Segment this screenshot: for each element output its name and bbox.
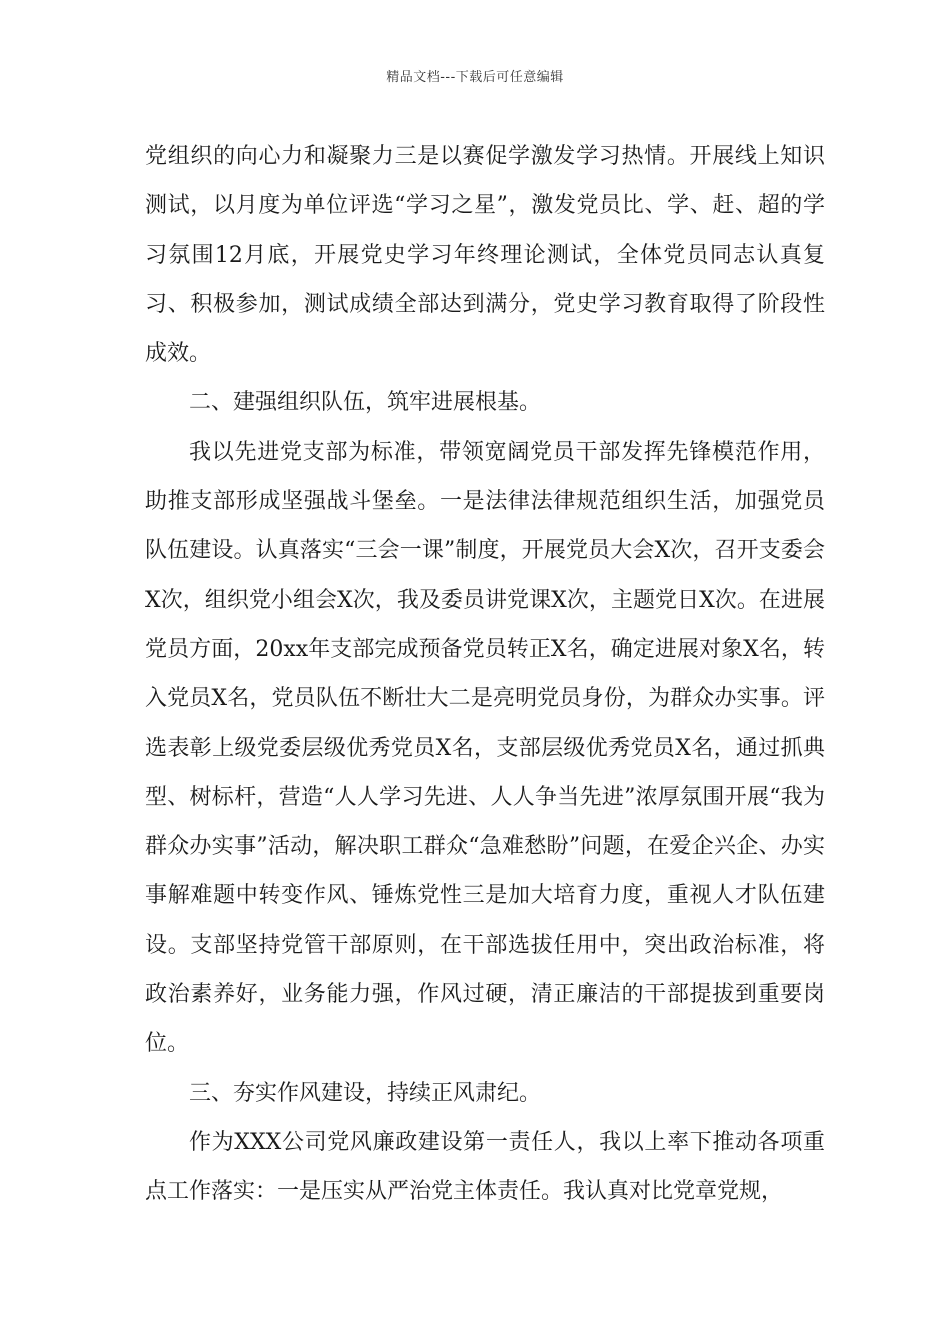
document-body — [145, 132, 825, 1217]
paragraph-2: 我以先进党支部为标准，带领宽阔党员干部发挥先锋模范作用，助推支部形成坚强战斗堡垒。一是法律法律规范组织生活，加强党员队伍建设。认真落实“三会一课”制度，开展党员大会X次，召开支委会X次，组织党小组会X次，我及委员讲党课X次，主题党日X次。在进展党员方面，20xx年支部完成预备党员转正X名，确定进展对象X名，转入党员X名，党员队伍不断壮大二是亮明党员身份，为群众办实事。评选表彰上级党委层级优秀党员X名，支部层级优秀党员X名，通过抓典型、树标杆，营造“人人学习先进、人人争当先进”浓厚氛围开展“我为群众办实事”活动，解决职工群众“急难愁盼”问题，在爱企兴企、办实事解难题中转变作风、锤炼党性三是加大培育力度，重视人才队伍建设。支部坚持党管干部原则，在干部选拔任用中，突出政治标准，将政治素养好，业务能力强，作风过硬，清正廉洁的干部提拔到重要岗位。 — [145, 439, 825, 1057]
paragraph-3: 作为XXX公司党风廉政建设第一责任人，我以上率下推动各项重点工作落实：一是压实从严治党主体责任。我认真对比党章党规， — [145, 1129, 825, 1205]
section-heading-3: 三、夯实作风建设，持续正风肃纪。 — [189, 1080, 542, 1106]
page-header: 精品文档---下载后可任意编辑 — [386, 70, 564, 85]
paragraph-1: 党组织的向心力和凝聚力三是以赛促学激发学习热情。开展线上知识测试，以月度为单位评选“学习之星”，激发党员比、学、赶、超的学习氛围12月底，开展党史学习年终理论测试，全体党员同志认真复习、积极参加，测试成绩全部达到满分，党史学习教育取得了阶段性成效。 — [145, 144, 825, 367]
section-heading-2: 二、建强组织队伍，筑牢进展根基。 — [189, 390, 542, 416]
